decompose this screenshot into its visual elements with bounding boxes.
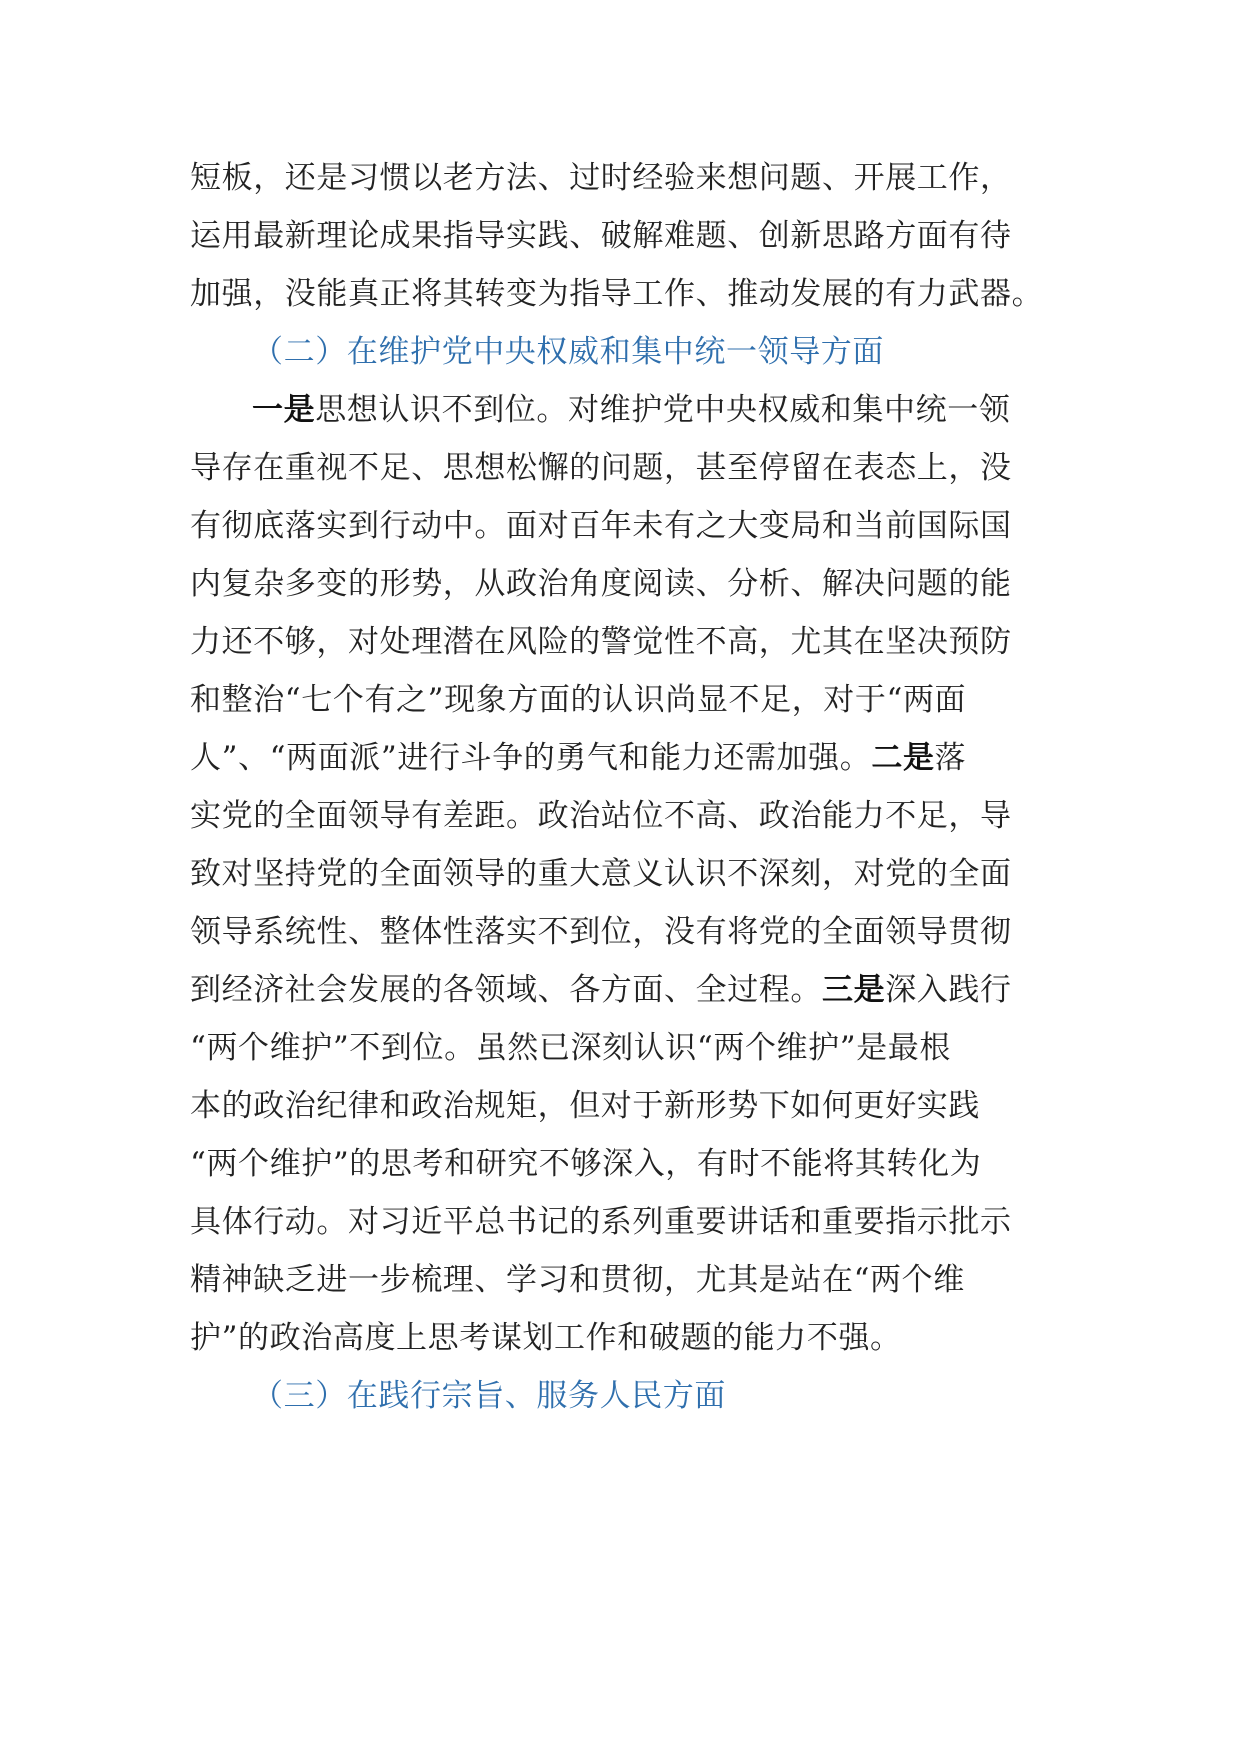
body-line-13: 本的政治纪律和政治规矩，但对于新形势下如何更好实践: [190, 1088, 980, 1124]
body-line-11-end: 深入践行: [885, 972, 1012, 1008]
body-line-7-end: 落: [934, 740, 967, 776]
body-line-11: [190, 957, 1012, 1023]
body-line-12: “两个维护”不到位。虽然已深刻认识“两个维护”是最根: [190, 1030, 951, 1066]
body-line-11-start: 到经济社会发展的各领域、各方面、全过程。: [190, 972, 822, 1008]
body-line-10: 领导系统性、整体性落实不到位，没有将党的全面领导贯彻: [190, 914, 1012, 950]
body-line-2: 导存在重视不足、思想松懈的问题，甚至停留在表态上，没: [190, 450, 1012, 486]
body-line-15: 具体行动。对习近平总书记的系列重要讲话和重要指示批示: [190, 1204, 1012, 1240]
body-line-5: 力还不够，对处理潜在风险的警觉性不高，尤其在坚决预防: [190, 624, 1012, 660]
body-line-14: “两个维护”的思考和研究不够深入，有时不能将其转化为: [190, 1146, 982, 1182]
point-one-label: 一是: [252, 392, 316, 428]
intro-line-3: 加强，没能真正将其转变为指导工作、推动发展的有力武器。: [190, 276, 1044, 312]
body-line-1: [252, 377, 1010, 443]
body-line-1-text: 思想认识不到位。对维护党中央权威和集中统一领: [315, 392, 1011, 428]
body-line-7-start: 人”、“两面派”进行斗争的勇气和能力还需加强。: [190, 740, 872, 776]
body-line-4: 内复杂多变的形势，从政治角度阅读、分析、解决问题的能: [190, 566, 1012, 602]
intro-line-1: 短板，还是习惯以老方法、过时经验来想问题、开展工作，: [190, 160, 1012, 196]
body-line-6: 和整治“七个有之”现象方面的认识尚显不足，对于“两面: [190, 682, 967, 718]
body-line-3: 有彻底落实到行动中。面对百年未有之大变局和当前国际国: [190, 508, 1012, 544]
section-heading-3: （三）在践行宗旨、服务人民方面: [252, 1378, 726, 1414]
intro-line-2: 运用最新理论成果指导实践、破解难题、创新思路方面有待: [190, 218, 1012, 254]
body-line-17: 护”的政治高度上思考谋划工作和破题的能力不强。: [190, 1320, 902, 1356]
body-line-7: [190, 725, 966, 791]
section-heading-2: （二）在维护党中央权威和集中统一领导方面: [252, 334, 884, 370]
point-two-label: 二是: [871, 740, 935, 776]
body-line-9: 致对坚持党的全面领导的重大意义认识不深刻，对党的全面: [190, 856, 1012, 892]
point-three-label: 三是: [822, 972, 886, 1008]
body-line-8: 实党的全面领导有差距。政治站位不高、政治能力不足，导: [190, 798, 1012, 834]
body-line-16: 精神缺乏进一步梳理、学习和贯彻，尤其是站在“两个维: [190, 1262, 965, 1298]
